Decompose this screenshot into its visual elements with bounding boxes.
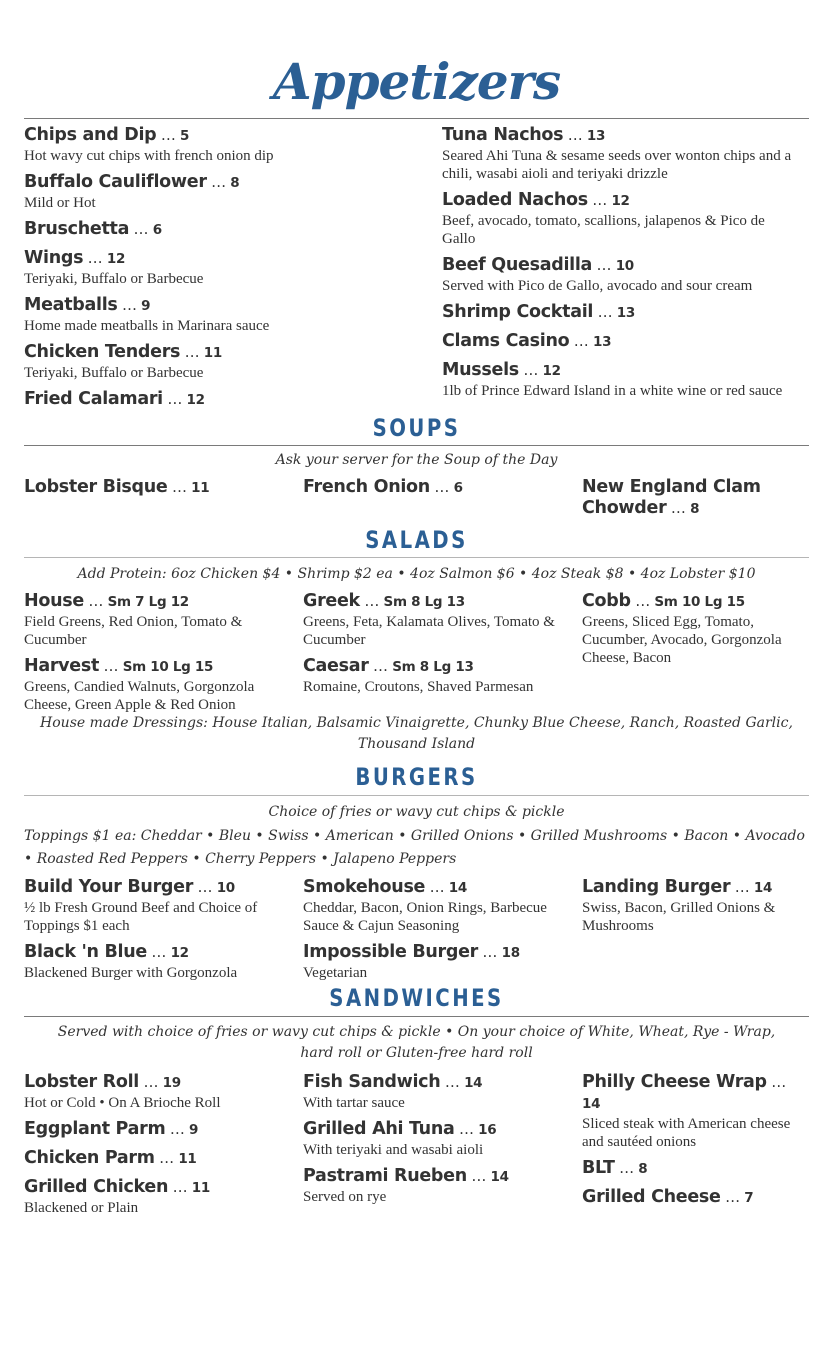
sandwiches-columns (24, 1072, 809, 1224)
soups-title: SOUPS (372, 414, 461, 442)
menu-item-description: Hot wavy cut chips with french onion dip (24, 148, 274, 164)
price-separator: … (518, 361, 543, 379)
menu-item (442, 125, 792, 183)
menu-item-name: Grilled Chicken (24, 1177, 169, 1197)
menu-item-price: 13 (592, 334, 612, 350)
menu-item-name: BLT (582, 1158, 615, 1178)
menu-item-name: Greek (303, 591, 360, 611)
menu-item-heading (303, 591, 582, 613)
menu-item-description: Seared Ahi Tuna & sesame seeds over wonton chips and a chili, wasabi aioli and teriyaki drizzle (442, 148, 792, 182)
menu-item-description: Swiss, Bacon, Grilled Onions & Mushrooms (582, 900, 776, 934)
menu-page (24, 0, 809, 1224)
menu-item-price: 16 (478, 1122, 497, 1138)
menu-item-name: Wings (24, 248, 84, 268)
menu-item-name: Bruschetta (24, 219, 130, 239)
menu-item-description: Blackened or Plain (24, 1200, 139, 1216)
menu-item (303, 477, 582, 499)
menu-item-price: 12 (106, 251, 126, 267)
menu-item-price: 12 (170, 945, 189, 961)
menu-item (24, 477, 303, 499)
menu-item (303, 877, 582, 935)
menu-item-name: Grilled Ahi Tuna (303, 1119, 455, 1139)
price-separator: … (146, 943, 171, 961)
menu-item-description: Served on rye (303, 1189, 387, 1205)
price-separator: … (180, 343, 204, 361)
sandwiches-title: SANDWICHES (329, 984, 504, 1012)
salads-column-2 (303, 591, 582, 721)
burgers-toppings-note: Toppings $1 ea: Cheddar • Bleu • Swiss • American • Grilled Onions • Grilled Mushrooms • Bacon • Avocado • Roasted Red Peppers • Cherry Peppers • Jalapeno Peppers (24, 828, 805, 867)
price-separator: … (569, 332, 593, 350)
menu-item-name: Mussels (442, 360, 519, 380)
burgers-title: BURGERS (355, 763, 478, 791)
menu-item (24, 1177, 303, 1217)
menu-item (303, 942, 582, 982)
menu-item-name: Shrimp Cocktail (442, 302, 594, 322)
menu-item-heading (24, 172, 442, 194)
price-separator: … (563, 126, 587, 144)
menu-item-heading (303, 877, 582, 899)
price-separator: … (466, 1167, 491, 1185)
menu-item-price: 14 (753, 880, 773, 896)
menu-item (24, 389, 442, 411)
menu-item-price: 8 (690, 501, 700, 517)
salads-column-1 (24, 591, 303, 721)
menu-item-heading (24, 942, 303, 964)
menu-item (24, 591, 303, 649)
price-separator: … (593, 303, 617, 321)
menu-item-heading (442, 331, 792, 353)
menu-item-description: Beef, avocado, tomato, scallions, jalapenos & Pico de Gallo (442, 213, 765, 247)
menu-item-price: 14 (448, 880, 467, 896)
menu-item-price: 12 (186, 392, 205, 408)
burgers-divider (24, 795, 809, 796)
menu-item-description: Greens, Candied Walnuts, Gorgonzola Cheese, Green Apple & Red Onion (24, 679, 255, 713)
salads-protein-note: Add Protein: 6oz Chicken $4 • Shrimp $2 ea • 4oz Salmon $6 • 4oz Steak $8 • 4oz Lobster $10 (77, 566, 756, 582)
menu-item (582, 477, 772, 520)
menu-item (442, 360, 792, 400)
menu-item-heading (442, 125, 792, 147)
menu-item-description: 1lb of Prince Edward Island in a white wine or red sauce (442, 383, 783, 399)
burgers-columns (24, 877, 809, 989)
menu-item-description: Teriyaki, Buffalo or Barbecue (24, 365, 204, 381)
price-separator: … (587, 191, 612, 209)
menu-item-heading (24, 389, 442, 411)
menu-item (24, 656, 303, 714)
menu-item (24, 942, 303, 982)
menu-item-description: Mild or Hot (24, 195, 96, 211)
menu-item-name: Lobster Bisque (24, 477, 168, 497)
menu-item-name: French Onion (303, 477, 430, 497)
menu-item-price: 6 (453, 480, 463, 496)
price-separator: … (129, 220, 153, 238)
menu-item-heading (582, 877, 802, 899)
burgers-column-1 (24, 877, 303, 989)
menu-item-heading (24, 1148, 303, 1170)
price-separator: … (630, 592, 655, 610)
menu-item-description: Served with Pico de Gallo, avocado and sour cream (442, 278, 753, 294)
sandwiches-column-2 (303, 1072, 582, 1224)
menu-item-heading (303, 656, 582, 678)
menu-item-heading (442, 302, 792, 324)
menu-item-name: Meatballs (24, 295, 118, 315)
appetizers-divider (24, 118, 809, 119)
salads-divider (24, 557, 809, 558)
price-separator: … (154, 1149, 179, 1167)
menu-item-heading (303, 1166, 582, 1188)
menu-item-name: Clams Casino (442, 331, 570, 351)
menu-item-heading (582, 1187, 807, 1209)
menu-item-price: Sm 10 Lg 15 (654, 594, 745, 610)
salads-columns (24, 591, 809, 721)
menu-item-description: Greens, Sliced Egg, Tomato, Cucumber, Avocado, Gorgonzola Cheese, Bacon (582, 614, 782, 666)
menu-item-heading (24, 295, 442, 317)
menu-item-price: 8 (230, 175, 240, 191)
menu-item-description: Teriyaki, Buffalo or Barbecue (24, 271, 204, 287)
menu-item-heading (442, 360, 792, 382)
menu-item-heading (24, 248, 442, 270)
menu-item-name: Chicken Tenders (24, 342, 181, 362)
soups-column-1 (24, 477, 303, 527)
menu-item-heading (303, 1119, 582, 1141)
menu-item-price: 11 (203, 345, 222, 361)
menu-item-name: Impossible Burger (303, 942, 478, 962)
menu-item (24, 342, 442, 382)
menu-item (303, 1072, 582, 1112)
menu-item-name: Tuna Nachos (442, 125, 564, 145)
appetizers-title: Appetizers (272, 52, 561, 111)
menu-item-name: Build Your Burger (24, 877, 194, 897)
price-separator: … (99, 657, 123, 675)
soups-note: Ask your server for the Soup of the Day (275, 452, 558, 468)
menu-item-price: 10 (615, 258, 634, 274)
soups-divider (24, 445, 809, 446)
menu-item-description: Sliced steak with American cheese and sautéed onions (582, 1116, 791, 1150)
price-separator: … (138, 1073, 163, 1091)
menu-item-price: 11 (191, 1180, 210, 1196)
menu-item (582, 877, 802, 935)
menu-item-heading (24, 591, 303, 613)
menu-item-name: Fried Calamari (24, 389, 163, 409)
menu-item-heading (24, 877, 303, 899)
menu-item-price: 6 (152, 222, 162, 238)
menu-item-name: House (24, 591, 84, 611)
menu-item-price: Sm 7 Lg 12 (107, 594, 189, 610)
menu-item-name: Beef Quesadilla (442, 255, 593, 275)
menu-item-price: 14 (582, 1096, 601, 1112)
price-separator: … (83, 592, 108, 610)
salads-dressings-note: House made Dressings: House Italian, Balsamic Vinaigrette, Chunky Blue Cheese, Ranch, Roasted Garlic, Thousand Island (40, 715, 793, 752)
menu-item-heading (24, 125, 442, 147)
menu-item-price: 14 (490, 1169, 509, 1185)
menu-item (582, 1158, 807, 1180)
price-separator: … (165, 1120, 190, 1138)
menu-item-name: Buffalo Cauliflower (24, 172, 207, 192)
menu-item-name: Pastrami Rueben (303, 1166, 467, 1186)
burgers-column-2 (303, 877, 582, 989)
sandwiches-column-3 (582, 1072, 807, 1224)
menu-item-heading (24, 1177, 303, 1199)
menu-item-heading (582, 591, 807, 613)
menu-item-heading (582, 477, 772, 520)
menu-item-price: 8 (638, 1161, 648, 1177)
price-separator: … (766, 1073, 786, 1091)
menu-item-name: Fish Sandwich (303, 1072, 441, 1092)
menu-item-price: 7 (744, 1190, 754, 1206)
menu-item-heading (303, 942, 582, 964)
price-separator: … (425, 878, 449, 896)
menu-item-name: Chicken Parm (24, 1148, 155, 1168)
sandwiches-note: Served with choice of fries or wavy cut chips & pickle • On your choice of White, Wheat, Rye - Wrap, hard roll or Gluten-free hard roll (57, 1024, 776, 1061)
menu-item-name: New England Clam Chowder (582, 477, 761, 518)
menu-item-name: Grilled Cheese (582, 1187, 721, 1207)
menu-item (24, 1148, 303, 1170)
menu-item (303, 656, 582, 696)
menu-item-heading (303, 1072, 582, 1094)
menu-item-heading (24, 1119, 303, 1141)
menu-item (442, 331, 792, 353)
sandwiches-column-1 (24, 1072, 303, 1224)
price-separator: … (359, 592, 384, 610)
menu-item-price: 10 (216, 880, 235, 896)
price-separator: … (168, 1178, 192, 1196)
menu-item-heading (24, 219, 442, 241)
menu-item (442, 190, 792, 248)
menu-item-description: Blackened Burger with Gorgonzola (24, 965, 238, 981)
menu-item-price: Sm 8 Lg 13 (392, 659, 474, 675)
price-separator: … (477, 943, 502, 961)
menu-item-description: Romaine, Croutons, Shaved Parmesan (303, 679, 534, 695)
menu-item-price: 19 (162, 1075, 181, 1091)
price-separator: … (167, 478, 192, 496)
price-separator: … (730, 878, 754, 896)
menu-item-heading (24, 477, 303, 499)
menu-item (303, 1119, 582, 1159)
price-separator: … (592, 256, 616, 274)
menu-item-price: 11 (191, 480, 210, 496)
menu-item-description: Vegetarian (303, 965, 368, 981)
menu-item-heading (24, 342, 442, 364)
sandwiches-divider (24, 1016, 809, 1017)
menu-item-name: Harvest (24, 656, 100, 676)
price-separator: … (614, 1159, 639, 1177)
menu-item-heading (582, 1072, 807, 1115)
menu-item (24, 1119, 303, 1141)
price-separator: … (720, 1188, 745, 1206)
menu-item (24, 1072, 303, 1112)
menu-item-price: 5 (180, 128, 190, 144)
menu-item-name: Smokehouse (303, 877, 426, 897)
menu-item-name: Loaded Nachos (442, 190, 588, 210)
menu-item (24, 248, 442, 288)
soups-column-3 (582, 477, 772, 527)
menu-item-name: Chips and Dip (24, 125, 157, 145)
appetizers-right-column (442, 125, 792, 418)
price-separator: … (156, 126, 181, 144)
menu-item-description: ½ lb Fresh Ground Beef and Choice of Toppings $1 each (24, 900, 258, 934)
price-separator: … (454, 1120, 479, 1138)
price-separator: … (83, 249, 107, 267)
menu-item-name: Philly Cheese Wrap (582, 1072, 767, 1092)
menu-item (582, 591, 807, 667)
salads-column-3 (582, 591, 807, 721)
menu-item-price: Sm 10 Lg 15 (122, 659, 214, 675)
menu-item-heading (442, 190, 792, 212)
menu-item-name: Caesar (303, 656, 369, 676)
appetizers-columns (24, 125, 809, 418)
menu-item-name: Landing Burger (582, 877, 731, 897)
menu-item-name: Lobster Roll (24, 1072, 139, 1092)
price-separator: … (162, 390, 187, 408)
soups-columns (24, 477, 809, 527)
menu-item (582, 1072, 807, 1151)
menu-item-price: 13 (616, 305, 635, 321)
menu-item (582, 1187, 807, 1209)
menu-item-price: 13 (586, 128, 606, 144)
menu-item-description: With tartar sauce (303, 1095, 405, 1111)
burgers-column-3 (582, 877, 802, 989)
price-separator: … (368, 657, 393, 675)
soups-column-2 (303, 477, 582, 527)
appetizers-left-column (24, 125, 442, 418)
burgers-note: Choice of fries or wavy cut chips & pickle (268, 804, 565, 820)
price-separator: … (666, 499, 691, 517)
menu-item (303, 591, 582, 649)
menu-item (24, 877, 303, 935)
menu-item-name: Eggplant Parm (24, 1119, 166, 1139)
menu-item-price: 12 (611, 193, 630, 209)
menu-item (24, 295, 442, 335)
menu-item-description: Field Greens, Red Onion, Tomato & Cucumber (24, 614, 243, 648)
menu-item-heading (303, 477, 582, 499)
price-separator: … (440, 1073, 465, 1091)
menu-item-name: Black 'n Blue (24, 942, 147, 962)
menu-item (24, 125, 442, 165)
menu-item-name: Cobb (582, 591, 631, 611)
menu-item-description: Greens, Feta, Kalamata Olives, Tomato & Cucumber (303, 614, 555, 648)
menu-item-heading (24, 656, 303, 678)
price-separator: … (117, 296, 142, 314)
salads-title: SALADS (365, 526, 468, 554)
menu-item (24, 219, 442, 241)
menu-item (303, 1166, 582, 1206)
price-separator: … (193, 878, 217, 896)
menu-item-price: Sm 8 Lg 13 (383, 594, 465, 610)
menu-item (442, 302, 792, 324)
menu-item-price: 14 (464, 1075, 483, 1091)
menu-item-price: 9 (141, 298, 151, 314)
menu-item-heading (442, 255, 792, 277)
menu-item (24, 172, 442, 212)
menu-item-heading (582, 1158, 807, 1180)
menu-item-description: Cheddar, Bacon, Onion Rings, Barbecue Sauce & Cajun Seasoning (303, 900, 547, 934)
menu-item-description: Hot or Cold • On A Brioche Roll (24, 1095, 221, 1111)
price-separator: … (206, 173, 231, 191)
menu-item-heading (24, 1072, 303, 1094)
menu-item (442, 255, 792, 295)
menu-item-description: With teriyaki and wasabi aioli (303, 1142, 484, 1158)
menu-item-price: 11 (178, 1151, 197, 1167)
menu-item-price: 9 (189, 1122, 199, 1138)
price-separator: … (429, 478, 454, 496)
menu-item-price: 12 (542, 363, 561, 379)
menu-item-price: 18 (501, 945, 520, 961)
menu-item-description: Home made meatballs in Marinara sauce (24, 318, 270, 334)
